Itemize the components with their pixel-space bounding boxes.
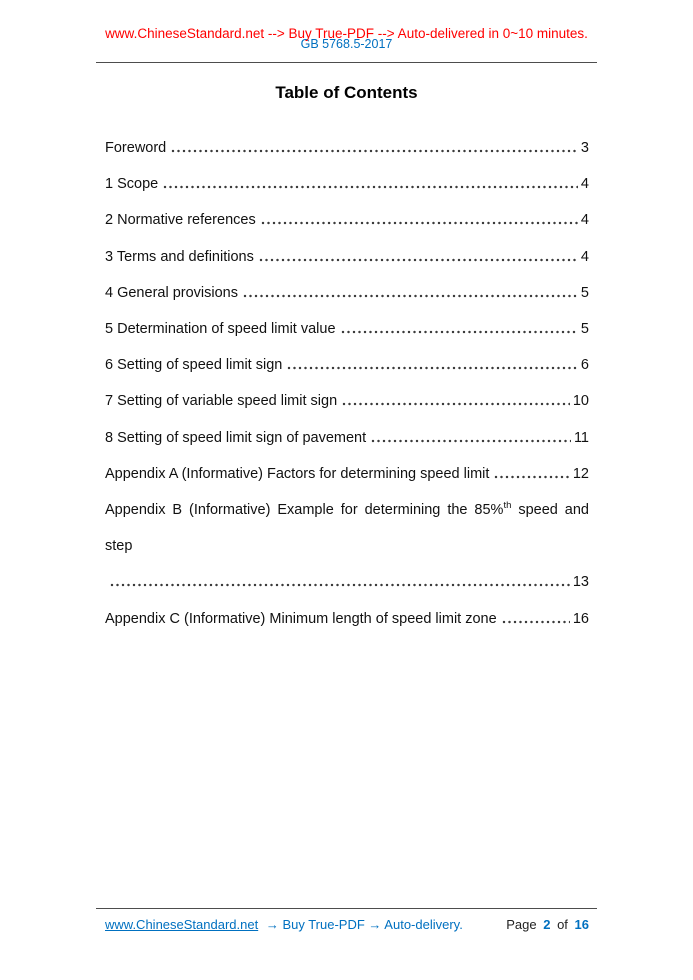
toc-entry-label: 1 Scope: [105, 176, 159, 193]
toc-entry-page: 4: [580, 176, 589, 193]
footer-divider: [96, 908, 597, 909]
toc-entry-normative-references[interactable]: [105, 202, 589, 238]
toc-entry-setting-speed-limit-sign[interactable]: [105, 347, 589, 383]
dot-leader: [494, 475, 569, 479]
toc-entry-label: Appendix A (Informative) Factors for determining speed limit: [105, 465, 490, 482]
dot-leader: [259, 258, 578, 262]
toc-entry-appendix-b-line2[interactable]: [105, 564, 589, 600]
toc-entry-page: 11: [573, 429, 589, 446]
toc-entry-page: 4: [580, 212, 589, 229]
toc-entry-page: 3: [580, 140, 589, 156]
toc-entry-label: 3 Terms and definitions: [105, 248, 254, 265]
total-page-number: 16: [574, 917, 589, 932]
toc-entry-page: 5: [580, 321, 589, 338]
toc-entry-label: Appendix C (Informative) Minimum length of speed limit zone: [105, 610, 497, 627]
page-title: Table of Contents: [275, 83, 418, 102]
toc-entry-label: Foreword: [105, 140, 167, 156]
toc-entry-label: Appendix B (Informative) Example for determining the 85%: [105, 502, 504, 519]
footer-tagline: → Buy True-PDF → Auto-delivery.: [265, 917, 463, 932]
toc-entry-foreword[interactable]: [105, 130, 589, 166]
toc-entry-page: 12: [572, 465, 589, 482]
toc-entry-appendix-c[interactable]: [105, 601, 589, 637]
toc-entry-speed-limit-sign-pavement[interactable]: [105, 420, 589, 456]
footer-link[interactable]: www.ChineseStandard.net: [105, 917, 259, 932]
toc-entry-variable-speed-limit-sign[interactable]: [105, 383, 589, 419]
toc-entry-page: 16: [572, 610, 589, 627]
toc-entry-page: 4: [580, 248, 589, 265]
table-of-contents: [105, 130, 589, 637]
toc-entry-label: 8 Setting of speed limit sign of pavement: [105, 429, 367, 446]
toc-entry-appendix-b-line1[interactable]: [105, 492, 589, 564]
page-indicator: [506, 917, 589, 933]
promo-banner[interactable]: www.ChineseStandard.net --> Buy True-PDF --> Auto-delivered in 0~10 minutes.: [105, 26, 588, 41]
toc-entry-page: 13: [572, 574, 589, 591]
dot-leader: [341, 330, 578, 334]
toc-entry-label: 5 Determination of speed limit value: [105, 321, 336, 338]
toc-entry-label: 2 Normative references: [105, 212, 256, 229]
toc-entry-appendix-a[interactable]: [105, 456, 589, 492]
dot-leader: [371, 439, 571, 443]
toc-entry-label: 6 Setting of speed limit sign: [105, 357, 283, 374]
dot-leader: [110, 583, 570, 587]
page-header: [0, 0, 693, 63]
toc-entry-scope[interactable]: [105, 166, 589, 202]
page-footer: [0, 908, 693, 933]
toc-entry-terms-definitions[interactable]: [105, 239, 589, 275]
dot-leader: [171, 149, 578, 153]
toc-entry-general-provisions[interactable]: [105, 275, 589, 311]
dot-leader: [163, 185, 578, 189]
toc-entry-page: 10: [572, 393, 589, 410]
toc-entry-label: 7 Setting of variable speed limit sign: [105, 393, 338, 410]
current-page-number: 2: [543, 917, 551, 932]
toc-entry-page: 6: [580, 357, 589, 374]
toc-entry-page: 5: [580, 284, 589, 301]
dot-leader: [502, 620, 570, 624]
toc-entry-label: speed and step: [105, 502, 589, 555]
dot-leader: [243, 294, 578, 298]
dot-leader: [287, 366, 578, 370]
dot-leader: [342, 402, 570, 406]
page-label: Page: [506, 917, 537, 932]
of-label: of: [557, 917, 568, 932]
toc-entry-determination-speed-limit[interactable]: [105, 311, 589, 347]
footer-promo: [105, 917, 463, 933]
dot-leader: [261, 221, 578, 225]
ordinal-superscript: th: [503, 500, 512, 512]
header-divider: [96, 62, 597, 63]
toc-entry-label: 4 General provisions: [105, 284, 238, 301]
standard-code: GB 5768.5-2017: [300, 37, 393, 51]
